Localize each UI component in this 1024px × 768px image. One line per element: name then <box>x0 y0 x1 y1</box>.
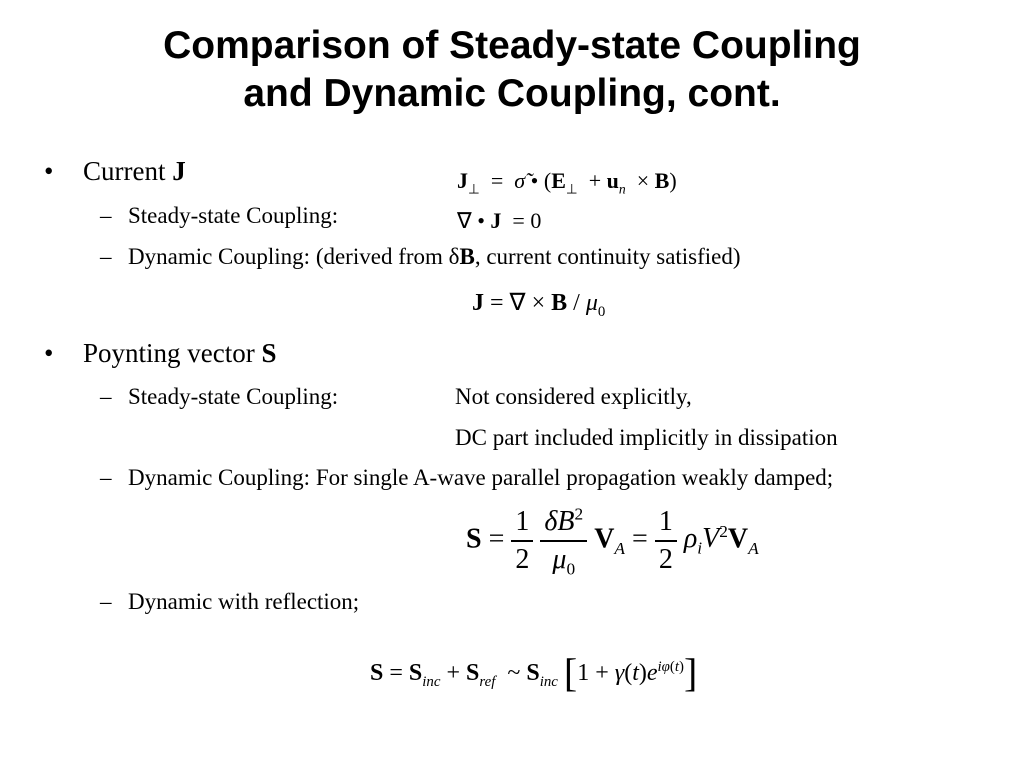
bullet-symbol: S <box>261 338 277 368</box>
title-line-2: and Dynamic Coupling, cont. <box>243 72 781 115</box>
subitem-steady-current: Steady-state Coupling: <box>128 203 339 228</box>
subitem-bold: B <box>459 244 475 269</box>
equation-poynting-alfven: S = $\frac{1}{2}$ $\frac{\delta B^2}{\mu_0}$ $V_A$ = $\frac{1}{2}$ $\rho_iV^2V_A$ <box>466 504 759 579</box>
bullet-marker: • <box>44 156 54 186</box>
equation-continuity: ∇ • J = 0 <box>457 208 542 233</box>
fraction-db-mu: $\frac{\delta B^2}{\mu_0}$ <box>540 504 587 578</box>
subitem-text-after: , current continuity satisfied) <box>474 244 741 269</box>
equation-reflection: $S = S_{inc} + S_{ref}$ ~ $S_{inc}$ $[1 + \gamma(t)e^{i\varphi(t)}]$ <box>370 650 698 695</box>
subitem-steady-poynting: Steady-state Coupling: <box>128 384 339 409</box>
fraction-half: $\frac{1}{2}$ <box>655 504 677 578</box>
fraction-half: $\frac{1}{2}$ <box>511 504 533 578</box>
subitem-dynamic-current <box>128 244 741 270</box>
bullet-symbol: J <box>172 156 186 186</box>
note-dc-part: DC part included implicitly in dissipation <box>455 425 838 450</box>
dash-marker: – <box>100 465 112 490</box>
equation-ampere: J = ∇ × B / $\mu_0$ <box>472 290 606 320</box>
bullet-text: Poynting vector <box>83 338 262 368</box>
bullet-current <box>83 156 186 187</box>
bullet-marker: • <box>44 338 54 368</box>
slide-title <box>0 22 1024 118</box>
dash-marker: – <box>100 384 112 409</box>
bullet-poynting <box>83 338 277 369</box>
note-not-considered: Not considered explicitly, <box>455 384 692 409</box>
dash-marker: – <box>100 203 112 228</box>
subitem-dynamic-poynting: Dynamic Coupling: For single A-wave parallel propagation weakly damped; <box>128 465 834 490</box>
dash-marker: – <box>100 589 112 614</box>
subitem-text-before: Dynamic Coupling: (derived from δ <box>128 244 460 269</box>
bullet-text: Current <box>83 156 173 186</box>
equation-ohm-law: $J_\perp$ = σ̃ • $(E_\perp + u_n \times B)$ <box>457 168 677 197</box>
title-line-1: Comparison of Steady-state Coupling <box>163 24 861 67</box>
dash-marker: – <box>100 244 112 269</box>
subitem-reflection: Dynamic with reflection; <box>128 589 360 614</box>
